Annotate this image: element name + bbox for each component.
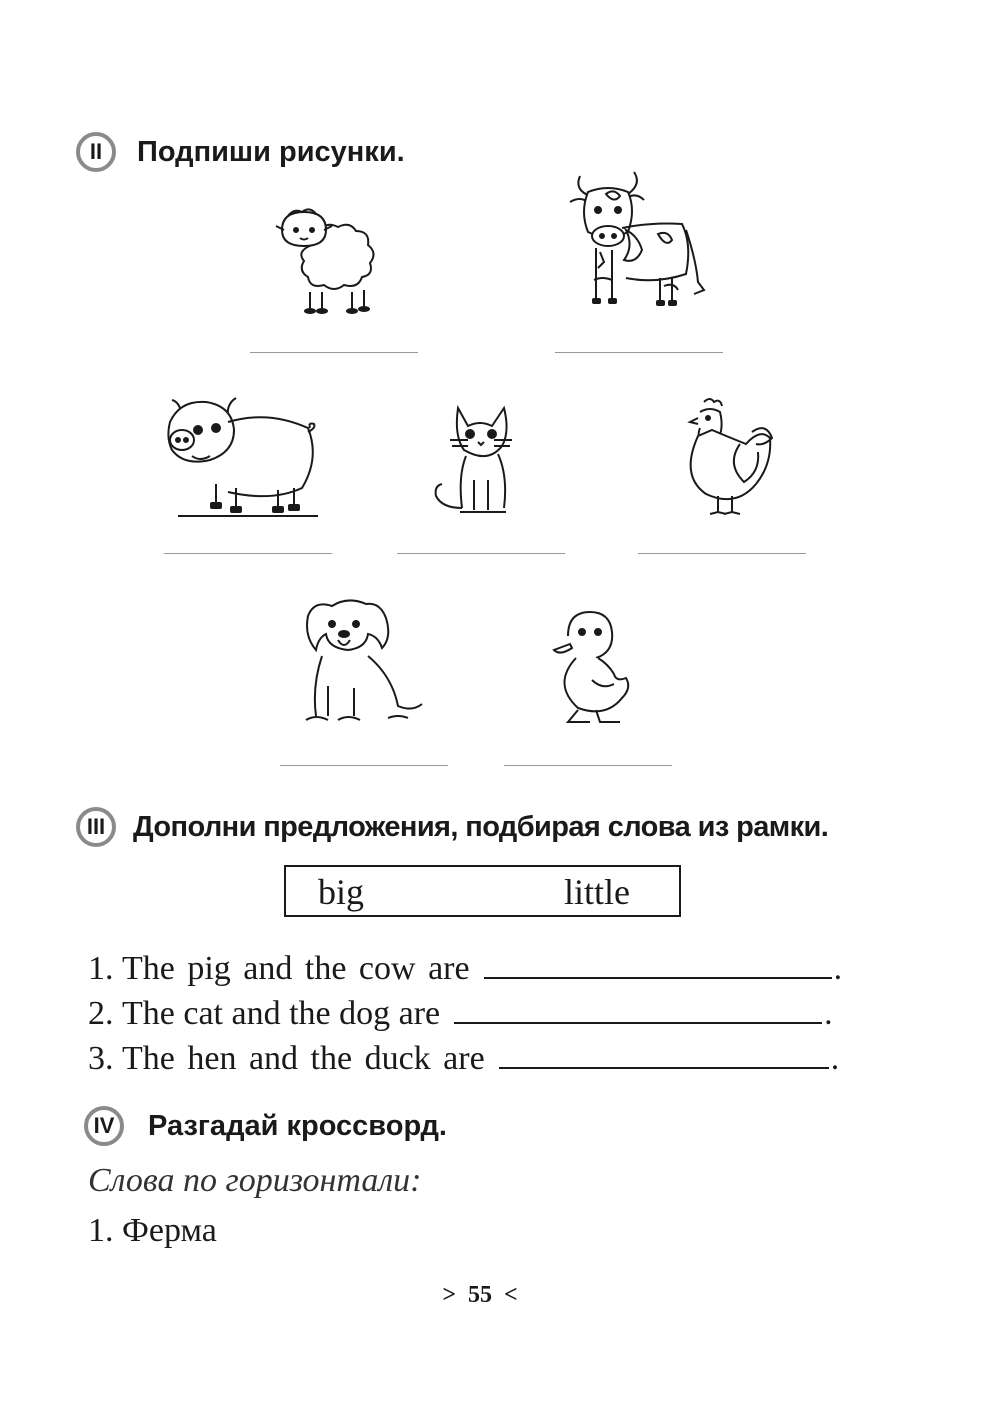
section-4-number: IV [93, 1113, 115, 1138]
hen-icon [680, 396, 784, 520]
sentence-3: 3. The hen and the duck are . [88, 1040, 840, 1077]
section-2-badge [76, 132, 116, 172]
sentence-text: The hen and the duck are [122, 1040, 485, 1077]
sentence-number: 3. [88, 1040, 114, 1077]
sentence-number: 1. [88, 950, 114, 987]
sentence-text: The cat and the dog are [122, 995, 441, 1032]
answer-line-dog[interactable] [280, 765, 448, 766]
duck-icon [548, 606, 638, 730]
crossword-item-1 [88, 1212, 217, 1250]
dog-icon [298, 596, 428, 732]
sentence-number: 2. [88, 995, 114, 1032]
section-4-badge [84, 1106, 124, 1146]
cow-icon [566, 168, 716, 320]
answer-blank-2[interactable] [454, 996, 822, 1024]
cat-icon [430, 400, 534, 520]
section-2-number: II [89, 139, 103, 164]
answer-blank-3[interactable] [499, 1041, 829, 1069]
crossword-item-number: 1. [88, 1212, 114, 1249]
answer-line-cat[interactable] [397, 553, 565, 554]
word-box [284, 865, 681, 917]
answer-line-pig[interactable] [164, 553, 332, 554]
word-little: little [564, 872, 630, 912]
answer-line-hen[interactable] [638, 553, 806, 554]
section-2-title: Подпиши рисунки. [137, 136, 405, 168]
page-number [0, 1282, 960, 1309]
crossword-subtitle: Слова по горизонтали: [88, 1162, 422, 1199]
section-3-badge [76, 807, 116, 847]
answer-line-duck[interactable] [504, 765, 672, 766]
section-3-number: III [86, 814, 106, 839]
sentence-2: 2. The cat and the dog are . [88, 995, 833, 1032]
sheep-icon [272, 200, 392, 320]
page-prefix: > [442, 1282, 456, 1308]
section-4-title: Разгадай кроссворд. [148, 1110, 447, 1142]
word-big: big [318, 872, 365, 912]
page-suffix: < [504, 1282, 518, 1308]
sentence-text: The pig and the cow are [122, 950, 470, 987]
page-number-value: 55 [468, 1282, 492, 1308]
pig-icon [158, 392, 328, 522]
answer-blank-1[interactable] [484, 951, 832, 979]
crossword-item-text: Ферма [122, 1212, 217, 1249]
answer-line-sheep[interactable] [250, 352, 418, 353]
section-3-title: Дополни предложения, подбирая слова из рамки. [133, 811, 829, 843]
sentence-1: 1. The pig and the cow are . [88, 950, 843, 987]
answer-line-cow[interactable] [555, 352, 723, 353]
